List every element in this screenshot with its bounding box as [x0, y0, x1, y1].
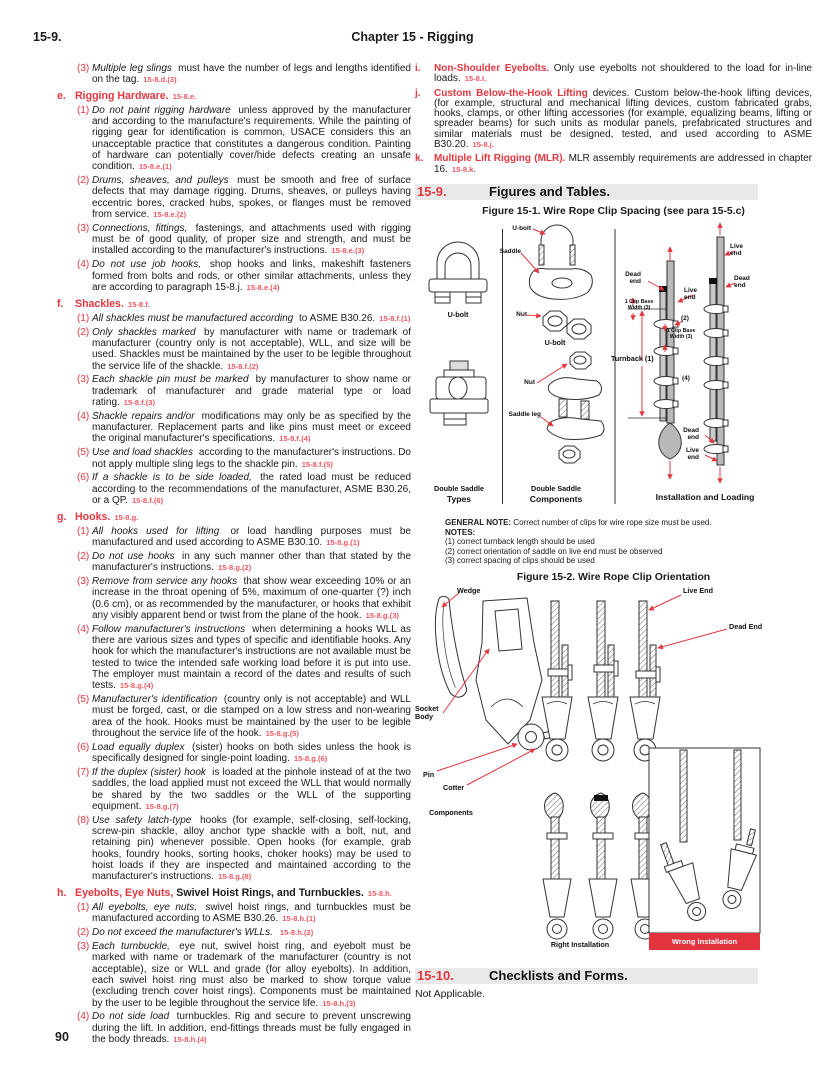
item-text: modifications may only be as specified by the manufacturer. Replacement parts and like pins must meet or exceed the original manufacturer's specifications.: [92, 410, 411, 445]
section-heading: [57, 90, 411, 103]
item-ref: 15-8.e.(2): [153, 210, 187, 220]
section-bar-title: Checklists and Forms.: [489, 967, 628, 983]
para-letter: j.: [415, 87, 421, 99]
item-ref: 15-8.g.(5): [265, 729, 299, 739]
para-ref: 15-8.j.: [472, 140, 495, 150]
item-ref: 15-8.h.(2): [279, 928, 314, 938]
para-title: Multiple Lift Rigging (MLR).: [434, 153, 566, 165]
list-item: [77, 313, 411, 324]
label-note-2: (2): [681, 314, 689, 322]
list-item: [77, 223, 411, 257]
item-ref: 15-8.e.(1): [138, 162, 172, 172]
figure-15-1-drawing: [415, 221, 812, 511]
caption-right-installation: Right Installation: [550, 939, 610, 949]
item-ref: 15-8.e.(3): [331, 246, 365, 256]
list-item: [77, 767, 411, 812]
section-ref: 15-8.h.: [367, 889, 392, 899]
note-2: (2) correct orientation of saddle on live end must be observed: [445, 546, 663, 556]
section-heading: [57, 511, 411, 524]
list-item: [77, 175, 411, 220]
wrong-installation-banner: Wrong Installation: [649, 933, 760, 950]
item-lead: Each turnbuckle,: [92, 941, 170, 953]
page-title: Chapter 15 - Rigging: [351, 30, 474, 44]
label-double-saddle-components: Double Saddle: [531, 483, 581, 493]
section-bar-number: 15-9.: [417, 183, 447, 199]
item-text: by manufacturer to show name or trademark of manufacturer and grade material type or load rating.: [92, 374, 411, 409]
label-pin: Pin: [423, 769, 435, 779]
item-lead: Follow manufacturer's instructions: [92, 623, 246, 635]
item-text: (country only is not acceptable) and WLL must be forged, cast, or die stamped on a low stress and non-wearing area of the hook. Hooks must be maintained by the user to be legible throughout the service life of the hook.: [92, 694, 411, 740]
not-applicable-text: Not Applicable.: [415, 987, 486, 1000]
label-dead-end: Dead end: [625, 270, 641, 285]
notes-label: [445, 528, 812, 538]
item-lead: Shackle repairs and/or: [92, 410, 195, 422]
item-ref: 15-8.f.(3): [123, 398, 156, 408]
list-item: [77, 551, 411, 574]
section-bar-figures-and-tables: [415, 184, 758, 200]
section-ref: 15-8.g.: [114, 513, 139, 523]
item-text: in any such manner other than that stated by the manufacturer's instructions.: [92, 551, 412, 574]
item-lead: All shackles must be manufactured according: [92, 312, 294, 324]
label-clip-base-width: 1 Clip Base Width (3): [624, 298, 654, 311]
item-text: swivel hoist rings, and turnbuckles must be manufactured according to ASME B30.26.: [92, 902, 411, 925]
item-ref: 15-8.h.(1): [282, 914, 316, 924]
item-lead: If a shackle is to be side loaded,: [92, 472, 252, 484]
item-lead: Use and load shackles: [92, 447, 193, 459]
list-item: [77, 259, 411, 293]
label-turnback: Turnback (1): [611, 353, 654, 363]
item-lead: Only shackles marked: [92, 326, 196, 338]
left-column: [55, 60, 411, 1045]
item-text: must have the number of legs and lengths identified on the tag.: [92, 62, 411, 85]
label-cotter: Cotter: [443, 782, 465, 792]
item-number: (1): [77, 902, 90, 914]
item-text: according to the manufacturer's instructions. Do not apply multiple sling legs to the shackle pin.: [92, 447, 411, 470]
list-item: [77, 576, 411, 621]
label-nut-2: Nut: [524, 378, 535, 386]
section-ref: 15-8.f.: [127, 300, 150, 310]
list-item: [77, 411, 411, 445]
item-ref: 15-8.g.(4): [119, 681, 154, 691]
para-ref: 15-8.k.: [451, 164, 476, 174]
section-letter: f.: [57, 298, 64, 311]
section-letter: e.: [57, 90, 66, 103]
item-lead: Multiple leg slings: [92, 62, 172, 74]
item-lead: Do not side load: [92, 1011, 170, 1023]
item-ref: 15-8.f.(6): [131, 495, 164, 505]
item-text: shop hooks and links, makeshift fasteners formed from bolts and rods, or other similar attachments, unless they are according to paragraph 15-8.j.: [92, 259, 411, 293]
panel-caption-types: Types: [446, 493, 472, 504]
callout-arrows: [521, 223, 735, 483]
item-ref: 15-8.g.(7): [145, 801, 179, 811]
para-text: MLR assembly requirements are addressed in chapter 16.: [434, 153, 812, 175]
page-number: 90: [55, 1030, 69, 1044]
section-title: Shackles.: [75, 298, 124, 311]
para-letter: i.: [415, 63, 421, 74]
item-lead: If the duplex (sister) hook: [92, 766, 206, 778]
item-lead: Do not use hooks: [92, 551, 175, 563]
list-item: [77, 472, 411, 506]
item-lead: All eyebolts, eye nuts,: [92, 902, 198, 914]
section-letter: g.: [57, 511, 67, 524]
item-text: is loaded at the pinhole instead of at the two saddles, the load applied must not exceed the WLL that would normally be shared by the two saddles or the WLL of the supporting equipment.: [92, 766, 411, 812]
right-installation-top-row: [542, 601, 660, 761]
item-lead: Each shackle pin must be marked: [92, 374, 249, 386]
wedge-drawing: [430, 595, 468, 699]
item-ref: 15-8.e.(4): [246, 282, 280, 292]
item-number: (3): [77, 576, 90, 588]
item-number: (2): [77, 175, 90, 187]
para-text: devices. Custom below-the-hook lifting devices, (for example, structural and mechanical lifting devices, custom fabricated grabs, hooks, clamps, or other lifting accessories (for example, equalizing beams, lifting or spreader beams) for such units as modular panels, prefabricated structures and similar materials must be designed, tested, and used according to ASME B30.20.: [434, 87, 813, 151]
list-item: [77, 902, 411, 925]
item-number: (7): [77, 766, 90, 778]
panel-caption-installation: Installation and Loading: [655, 491, 755, 502]
item-text: eye nut, swivel hoist ring, and eyebolt must be marked with name or trademark of the manufacturer (country is not acceptable), size or WLL and grade (for alloy eyebolts). In addition, each swivel hoist ring must also be marked to show torque value (excluding trench cover hoist rings). Components must be maintained by the user to be legible throughout the service life.: [92, 941, 411, 1009]
item-lead: Drums, sheaves, and pulleys: [92, 175, 229, 187]
para-ref: 15-8.I.: [464, 74, 487, 84]
label-u-bolt-type: U-bolt: [447, 309, 469, 319]
section-heading: [57, 887, 411, 900]
item-lead: Do not paint rigging hardware: [92, 104, 231, 116]
loaded-rope-drawing: [709, 237, 725, 465]
list-item: [77, 624, 411, 692]
label-live-end-bottom: Live end: [685, 446, 699, 461]
paragraph: [415, 87, 813, 151]
list-item: [77, 927, 411, 938]
label-live-end-right: Live end: [730, 242, 744, 257]
item-lead: Use safety latch-type: [92, 814, 192, 826]
paragraph: [415, 153, 812, 175]
item-ref: 15-8.g.(2): [217, 563, 252, 573]
item-number: (3): [77, 222, 90, 234]
item-number: (2): [77, 927, 90, 939]
item-text: or load handling purposes must be manufactured and used according to ASME B30.10.: [92, 525, 411, 549]
label-note-4: (4): [682, 374, 690, 382]
double-saddle-clip-drawing: [430, 361, 488, 425]
item-number: (3): [77, 374, 90, 386]
item-ref: 15-8.f.(1): [379, 313, 411, 323]
item-lead: Manufacturer's identification: [92, 694, 218, 706]
figure-15-1-title: Figure 15-1. Wire Rope Clip Spacing (see para 15-5.c): [482, 205, 745, 217]
para-text: Only use eyebolts not shouldered to the load for in-line loads.: [434, 63, 812, 85]
section-ref: 15-8.e.: [172, 92, 197, 102]
panel-caption-components: Components: [529, 493, 583, 504]
caption-u-bolt-components: U-bolt: [544, 337, 566, 347]
item-lead: Load equally duplex: [92, 741, 185, 753]
u-bolt-clip-drawing: [429, 242, 487, 303]
figure-15-2-drawing: [415, 587, 812, 959]
label-saddle: Saddle: [499, 247, 521, 255]
section-title-black: Swivel Hoist Rings, and Turnbuckles.: [173, 887, 364, 900]
para-title: Custom Below-the-Hook Lifting: [434, 87, 588, 99]
section-title: Hooks.: [75, 511, 111, 524]
list-item: [77, 941, 411, 1009]
list-item: [77, 447, 411, 470]
item-lead: Do not exceed the manufacturer's WLLs.: [92, 927, 273, 939]
item-ref: 15-8.g.(1): [326, 538, 360, 548]
item-ref: 15-8.f.(2): [227, 361, 259, 371]
para-letter: k.: [415, 153, 424, 165]
item-ref: 15-8.h.(4): [173, 1034, 207, 1044]
item-text: unless approved by the manufacturer and according to the manufacture's requirements. While the painting of rigging gear for identification is common, USACE considers this an unacceptable practice that constitutes a dangerous condition. Painting of hardware can potentially cover/hide defects creating an unsafe condition.: [92, 104, 411, 173]
figure-notes: [445, 518, 812, 566]
label-dead-end-bottom: Dead end: [683, 426, 699, 441]
item-text: to ASME B30.26.: [296, 312, 376, 324]
item-text: that show wear exceeding 10% or an increase in the throat opening of 5%, maximum of one-quarter (?) inch (0.6 cm), or as recommended by the manufacturer, or hooks that exhibit any visibly apparent bend or twist from the plane of the hook.: [92, 576, 411, 622]
note-1: (1) correct turnback length should be used: [445, 537, 595, 547]
item-text: by manufacturer with name or trademark of manufacturer (country only is not acceptable), WLL, and size will be used. Shackles must be maintained by the user to be legible throughout the service life of the shackle.: [92, 326, 411, 372]
item-number: (2): [77, 326, 90, 338]
list-item: [77, 63, 411, 86]
notes-heading: NOTES:: [445, 527, 476, 537]
list-item: [77, 815, 411, 883]
item-text: fastenings, and attachments used with rigging must be of good quality, of proper size and strength, and must be installed according to the manufacturer's instructions.: [92, 222, 411, 257]
section-title: Rigging Hardware.: [75, 90, 169, 103]
paragraph: [415, 63, 812, 85]
figure-15-2: [415, 587, 812, 959]
figure-15-2-title: Figure 15-2. Wire Rope Clip Orientation: [516, 571, 711, 583]
label-clip-base-width-2: 1 Clip Base Width (3): [666, 327, 696, 340]
item-number: (3): [77, 941, 90, 953]
item-ref: 15-8.h.(3): [322, 998, 356, 1008]
item-text: when determining a hooks WLL as there are various sizes and types of specific and identifiable hooks. Any hook for which the manufacturer's instructions are not available must be tested to twice the intended safe working load before it is put into use. The employer must maintain a record of the dates and results of such tests.: [92, 623, 411, 692]
section-title: Eyebolts, Eye Nuts,: [75, 887, 174, 900]
item-ref: 15-8.g.(3): [365, 611, 399, 621]
item-lead: Connections, fittings,: [92, 222, 188, 234]
label-u-bolt: U-bolt: [512, 224, 531, 232]
item-number: (1): [77, 525, 90, 537]
section-bar-number: 15-10.: [417, 967, 454, 983]
item-text: turnbuckles. Rig and secure to prevent unscrewing during the lift. In addition, end-fittings threads must be fully engaged in the body threads.: [92, 1011, 411, 1045]
item-number: (4): [77, 1011, 90, 1023]
header-section-number: 15-9.: [33, 30, 62, 44]
item-number: (1): [77, 104, 90, 116]
item-number: (6): [77, 741, 90, 753]
label-dead-end: Dead End: [729, 621, 763, 631]
note-3: (3) correct spacing of clips should be used: [445, 556, 595, 566]
section-bar-checklists: [415, 968, 758, 984]
label-double-saddle-type: Double Saddle: [434, 483, 484, 493]
wrong-installation-box: [649, 748, 762, 933]
section-heading: [57, 298, 411, 311]
u-bolt-components-drawing: [529, 225, 592, 339]
list-item: [77, 374, 411, 408]
item-number: (4): [77, 410, 90, 422]
item-number: (3): [77, 62, 90, 74]
general-note-text: Correct number of clips for wire rope size must be used.: [511, 517, 712, 527]
item-number: (4): [77, 259, 90, 271]
label-wedge: Wedge: [457, 585, 481, 595]
item-number: (1): [77, 312, 90, 324]
list-item: [77, 327, 411, 372]
item-lead: All hooks used for lifting: [92, 525, 220, 537]
list-item: [77, 694, 411, 739]
item-ref: 15-8.g.(6): [293, 754, 328, 764]
item-text: hooks (for example, self-closing, self-locking, screw-pin shackle, alloy anchor type shackle with a bolt, nut, and retaining pin) whenever possible. Open hooks (for example, grab hooks, foundry hooks, sorting hooks, choker hooks) may be used to hoist loads if they are inspected and maintained according to the manufacturer's instructions.: [92, 814, 412, 883]
section-bar-title: Figures and Tables.: [489, 183, 611, 199]
general-note-label: GENERAL NOTE:: [445, 517, 512, 527]
item-number: (6): [77, 472, 90, 484]
item-number: (2): [77, 551, 90, 563]
item-ref: 15-8.d.(3): [143, 74, 177, 84]
label-saddle-leg: Saddle leg: [508, 410, 541, 418]
figure-15-1: [415, 221, 812, 511]
label-socket-body: Socket Body: [415, 703, 439, 721]
label-live-end: Live End: [683, 585, 713, 595]
item-number: (5): [77, 694, 90, 706]
item-number: (4): [77, 623, 90, 635]
item-number: (8): [77, 814, 90, 826]
list-item: [77, 526, 411, 549]
item-text: (sister) hooks on both sides unless the hook is specifically designed for single-point loading.: [92, 741, 411, 765]
right-installation-bottom-row: [543, 793, 659, 939]
item-number: (5): [77, 447, 90, 459]
right-column: [415, 60, 812, 999]
item-ref: 15-8.g.(8): [217, 872, 252, 882]
double-saddle-components-drawing: [547, 352, 604, 463]
list-item: [77, 1011, 411, 1045]
item-ref: 15-8.f.(4): [279, 434, 311, 444]
section-letter: h.: [57, 887, 67, 900]
label-dead-end-right: Dead end: [734, 274, 750, 289]
caption-components: Components: [429, 807, 473, 817]
item-text: must be smooth and free of surface defects that may damage rigging. Drums, sheaves, or pulleys having eccentric bores, cracked hubs, spokes, or flanges must be removed from service.: [92, 175, 411, 221]
general-note: [445, 518, 812, 528]
para-title: Non-Shoulder Eyebolts.: [434, 63, 550, 74]
item-lead: Do not use job hooks,: [92, 259, 202, 271]
list-item: [77, 105, 411, 173]
item-ref: 15-8.f.(5): [301, 459, 333, 469]
label-live-end: Live end: [684, 286, 698, 301]
item-lead: Remove from service any hooks: [92, 576, 238, 588]
item-text: the rated load must be reduced according to the recommendations of the manufacturer, ASME B30.26, or a QP.: [92, 472, 412, 506]
list-item: [77, 742, 411, 765]
label-nut: Nut: [516, 310, 527, 318]
